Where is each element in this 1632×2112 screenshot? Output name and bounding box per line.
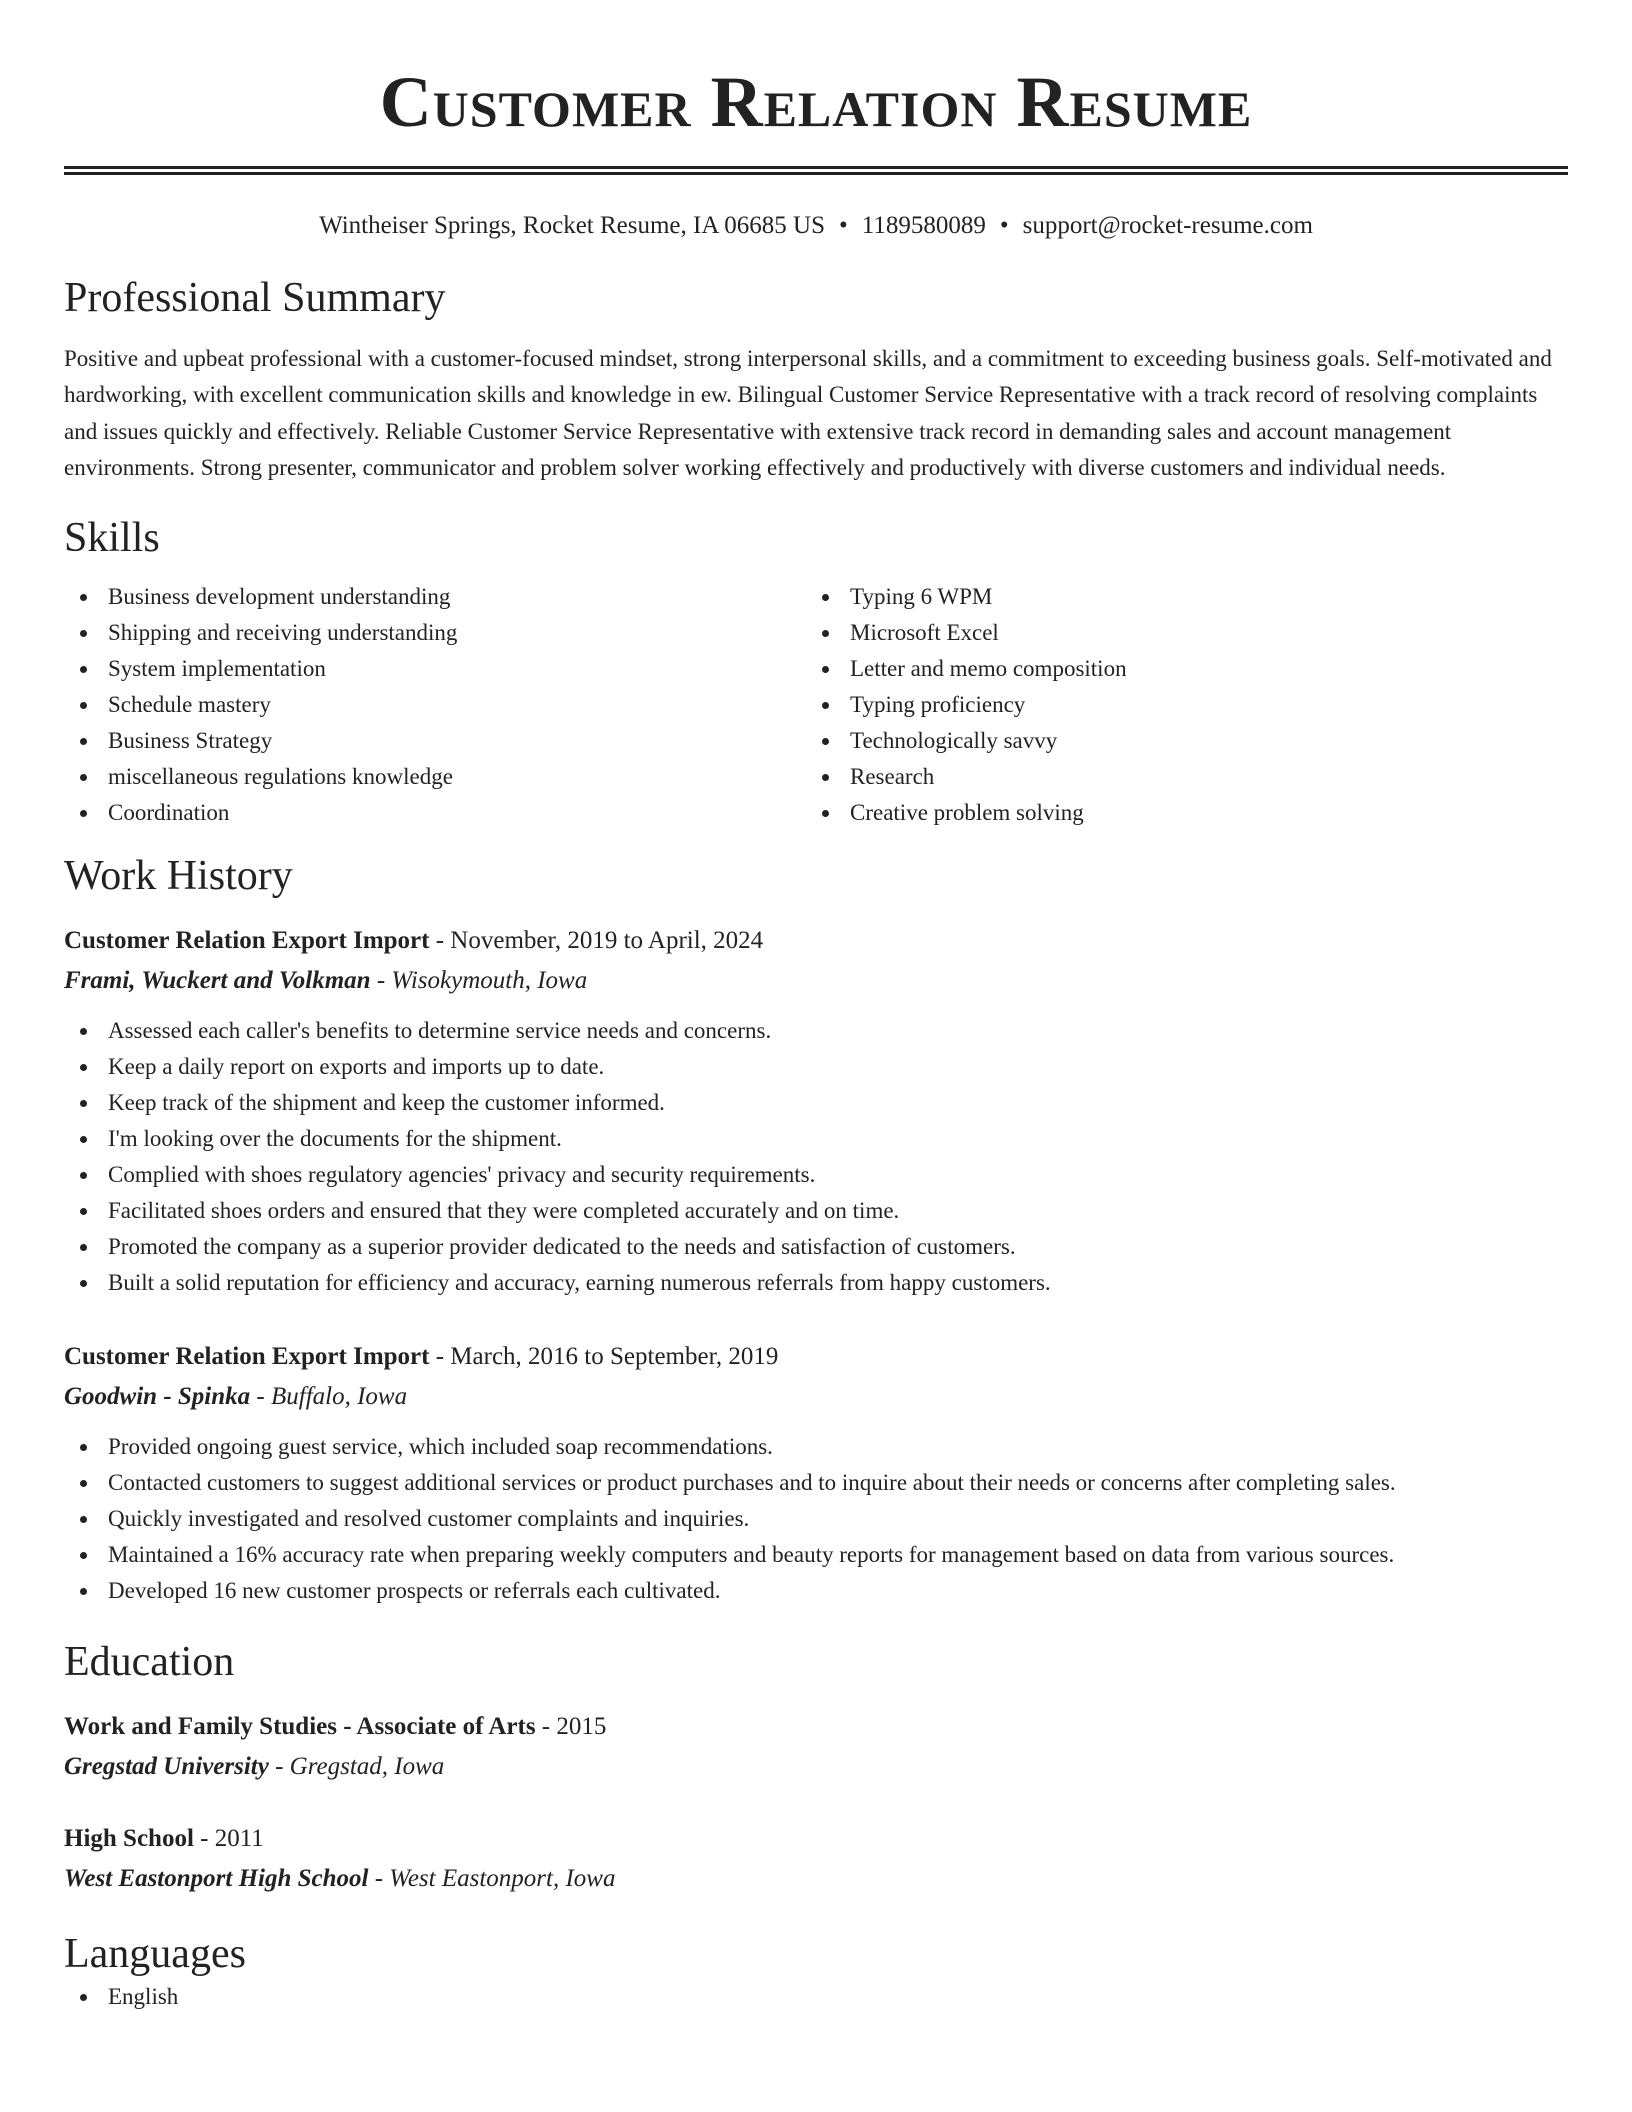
duty-item: I'm looking over the documents for the shipment.	[64, 1121, 1568, 1157]
skill-item: System implementation	[64, 651, 806, 687]
resume-title: Customer Relation Resume	[379, 62, 1253, 142]
education-location: - Gregstad, Iowa	[268, 1752, 445, 1780]
skill-item: Creative problem solving	[806, 795, 1548, 831]
job-dates: - March, 2016 to September, 2019	[429, 1342, 779, 1370]
summary-text: Positive and upbeat professional with a customer-focused mindset, strong interpersonal skills, and a commitment to exceeding business goals. Self-motivated and hardworking, with excellent communication skills and knowledge in ew. Bilingual Customer Service Representative with a track record of resolving complaints and issues quickly and effectively. Reliable Customer Service Representative with extensive track record in demanding sales and account management environments. Strong presenter, communicator and problem solver working effectively and productively with diverse customers and individual needs.	[64, 346, 1552, 481]
skill-item: Coordination	[64, 795, 806, 831]
duty-item: Keep track of the shipment and keep the customer informed.	[64, 1085, 1568, 1121]
job-entry	[64, 1337, 1568, 1609]
job-location: - Buffalo, Iowa	[250, 1382, 408, 1410]
job-title: Customer Relation Export Import	[64, 1342, 430, 1370]
languages-list	[64, 1979, 1568, 2015]
skill-item: Microsoft Excel	[806, 615, 1548, 651]
skill-item: Business development understanding	[64, 579, 806, 615]
education-location: - West Eastonport, Iowa	[368, 1864, 616, 1892]
education-year: - 2011	[193, 1824, 264, 1852]
skill-item: Research	[806, 759, 1548, 795]
summary-heading: Professional Summary	[64, 275, 446, 321]
job-location: - Wisokymouth, Iowa	[370, 966, 588, 994]
education-entry	[64, 1707, 1568, 1787]
contact-phone: 1189580089	[861, 212, 986, 239]
skill-item: Schedule mastery	[64, 687, 806, 723]
duty-item: Assessed each caller's benefits to determine service needs and concerns.	[64, 1013, 1568, 1049]
contact-separator: •	[999, 212, 1009, 239]
job-title: Customer Relation Export Import	[64, 926, 430, 954]
education-school: Gregstad University	[64, 1752, 269, 1780]
job-duties	[64, 1429, 1568, 1609]
contact-email: support@rocket-resume.com	[1022, 212, 1313, 239]
education-year: - 2015	[535, 1712, 607, 1740]
skills-column-left	[64, 579, 806, 831]
duty-item: Promoted the company as a superior provider dedicated to the needs and satisfaction of customers.	[64, 1229, 1568, 1265]
language-item: English	[64, 1979, 1568, 2015]
education-degree: High School	[64, 1824, 194, 1852]
job-header	[64, 921, 1568, 961]
education-degree: Work and Family Studies - Associate of Arts	[64, 1712, 536, 1740]
job-employer	[64, 1377, 1568, 1417]
education-heading: Education	[64, 1638, 235, 1685]
job-dates: - November, 2019 to April, 2024	[429, 926, 764, 954]
duty-item: Facilitated shoes orders and ensured that they were completed accurately and on time.	[64, 1193, 1568, 1229]
duty-item: Developed 16 new customer prospects or referrals each cultivated.	[64, 1573, 1568, 1609]
duty-item: Provided ongoing guest service, which included soap recommendations.	[64, 1429, 1568, 1465]
duty-item: Built a solid reputation for efficiency and accuracy, earning numerous referrals from happy customers.	[64, 1265, 1568, 1301]
job-entry	[64, 921, 1568, 1301]
job-employer	[64, 961, 1568, 1001]
education-school: West Eastonport High School	[64, 1864, 369, 1892]
duty-item: Complied with shoes regulatory agencies' privacy and security requirements.	[64, 1157, 1568, 1193]
skill-item: Business Strategy	[64, 723, 806, 759]
duty-item: Keep a daily report on exports and imports up to date.	[64, 1049, 1568, 1085]
job-header	[64, 1337, 1568, 1377]
education-institution	[64, 1859, 1568, 1899]
skills-column-right	[806, 579, 1548, 831]
duty-item: Contacted customers to suggest additional services or product purchases and to inquire about their needs or concerns after completing sales.	[64, 1465, 1568, 1501]
skill-item: Typing 6 WPM	[806, 579, 1548, 615]
job-company: Goodwin - Spinka	[64, 1382, 251, 1410]
work-history-heading: Work History	[64, 852, 293, 899]
skill-item: miscellaneous regulations knowledge	[64, 759, 806, 795]
education-header	[64, 1819, 1568, 1859]
contact-separator: •	[839, 212, 848, 239]
job-duties	[64, 1013, 1568, 1301]
education-institution	[64, 1747, 1568, 1787]
languages-heading: Languages	[64, 1930, 246, 1977]
duty-item: Quickly investigated and resolved customer complaints and inquiries.	[64, 1501, 1568, 1537]
contact-line	[64, 211, 1568, 241]
skill-item: Technologically savvy	[806, 723, 1548, 759]
title-divider	[64, 166, 1568, 175]
job-company: Frami, Wuckert and Volkman	[64, 966, 371, 994]
skill-item: Typing proficiency	[806, 687, 1548, 723]
contact-address: Wintheiser Springs, Rocket Resume, IA 06685 US	[319, 212, 825, 239]
education-entry	[64, 1819, 1568, 1899]
education-header	[64, 1707, 1568, 1747]
skill-item: Shipping and receiving understanding	[64, 615, 806, 651]
skills-list	[64, 579, 1568, 831]
duty-item: Maintained a 16% accuracy rate when preparing weekly computers and beauty reports for management based on data from various sources.	[64, 1537, 1568, 1573]
skill-item: Letter and memo composition	[806, 651, 1548, 687]
skills-heading: Skills	[64, 514, 160, 561]
